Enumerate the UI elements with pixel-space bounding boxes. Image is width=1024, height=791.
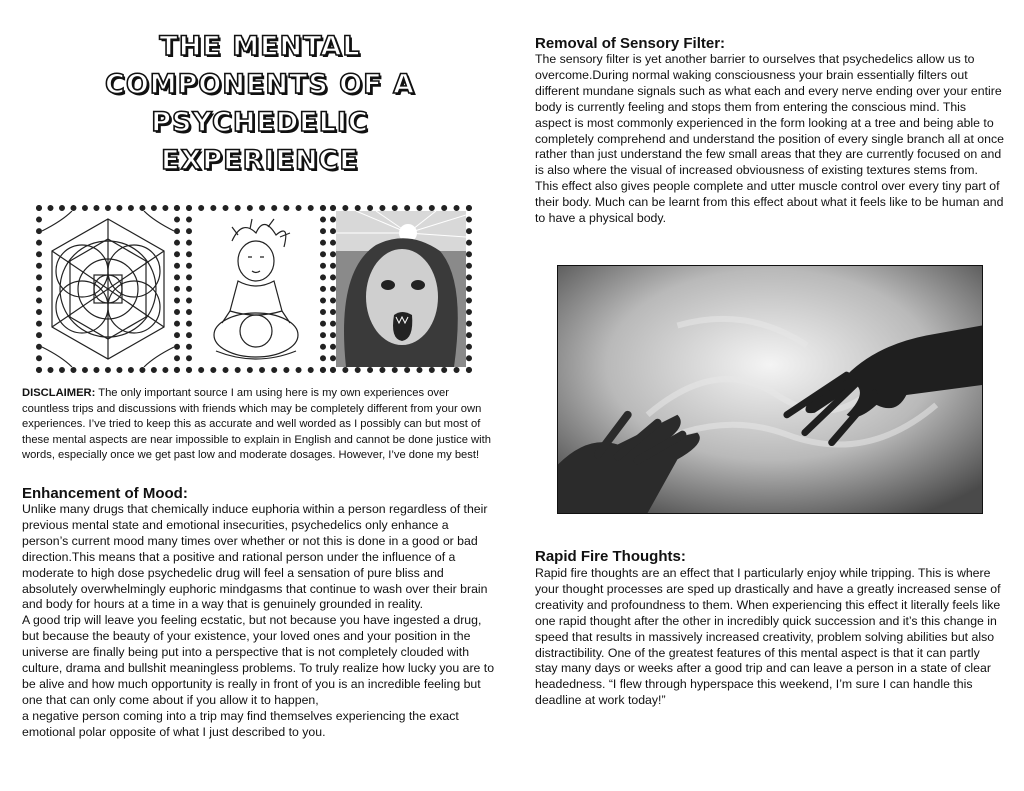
- disclaimer: [22, 386, 497, 464]
- sacred-geometry-drawing: [42, 211, 174, 367]
- sensory-filter-heading: Removal of Sensory Filter:: [535, 35, 726, 52]
- page-title: [60, 28, 460, 180]
- disclaimer-label: DISCLAIMER:: [22, 387, 96, 399]
- rapid-fire-body: Rapid fire thoughts are an effect that I particularly enjoy while tripping. This is where your thought processes are sped up drastically and have a greatly increased sense of creativity and profoundness to them. When experiencing this effect it literally feels like one rapid thought after the other in incredibly quick succession and it’s this change in speed that results in massively increased creativity, problem solving abilities but also distractibility. One of the greatest features of this mental aspect is that it can partly stay many days or weeks after a good trip and can leave a person in a state of clear headedness. “I flew through hyperspace this weekend, I’m sure I can handle this deadline at work today!”: [535, 566, 1001, 708]
- reaching-hands-smoke-photo: [557, 265, 983, 514]
- screaming-woman-drawing: [336, 211, 466, 367]
- title-line-1: THE MENTAL: [159, 31, 361, 62]
- child-with-plant-hair-illustration: [186, 205, 326, 373]
- title-line-4: EXPERIENCE: [161, 145, 359, 176]
- sacred-geometry-illustration: [36, 205, 180, 373]
- rapid-fire-heading: Rapid Fire Thoughts:: [535, 548, 686, 565]
- hands-photo-graphic: [558, 266, 982, 513]
- screaming-woman-light-illustration: [330, 205, 472, 373]
- sensory-filter-body: The sensory filter is yet another barrier to ourselves that psychedelics allow us to overcome.During normal waking consciousness your brain essentially filters out different mundane signals such as what each and every nerve ending over your entire body is currently feeling and stops them from entering the conscious mind. This aspect is most commonly experienced in the form looking at a tree and being able to completely comprehend and understand the position of every single branch all at once rather than just understand the few small areas that they are currently focused on and is also where the visual of increased obviousness of existing textures stems from. This effect also gives people complete and utter muscle control over every tiny part of their body. Much can be learnt from this effect about what it feels like to be human and to have a physical body.: [535, 52, 1004, 226]
- mood-heading: Enhancement of Mood:: [22, 485, 188, 502]
- title-line-3: PSYCHEDELIC: [151, 107, 369, 138]
- mood-body: Unlike many drugs that chemically induce euphoria within a person regardless of their previous mental state and emotional insecurities, psychedelics only enhance a person’s current mood many times over whether or not this is done in a good or bad direction.This means that a positive and rational person under the influence of a moderate to high dose psychedelic drug will feel a sensation of pure bliss and absolutely overwhelmingly euphoric mindgasms that continue to wash over their brain and body for hours at a time in a way that is genuinely grounded in reality. A good trip will leave you feeling ecstatic, but not because you have ingested a drug, but because the beauty of your existence, your loved ones and your position in the universe are finally being put into a perspective that is not completely clouded with culture, drama and bullshit meaningless problems. To truly realize how lucky you are to be alive and how much opportunity is really in front of you is an incredible feeling but one that can only come about if you allow it to happen, a negative person coming into a trip may find themselves experiencing the exact emotional polar opposite of what I just described to you.: [22, 502, 495, 739]
- title-line-2: COMPONENTS OF A: [105, 69, 415, 100]
- disclaimer-text: The only important source I am using here is my own experiences over countless trips and discussions with friends which may be completely different from your own experiences. I’ve tried to keep this as accurate and well worded as I possibly can but most of these mental aspects are near impossible to explain in English and cannot be done justice with words, especially once we get past low and moderate dosages. However, I’ve done my best!: [22, 387, 491, 461]
- child-drawing: [192, 211, 320, 367]
